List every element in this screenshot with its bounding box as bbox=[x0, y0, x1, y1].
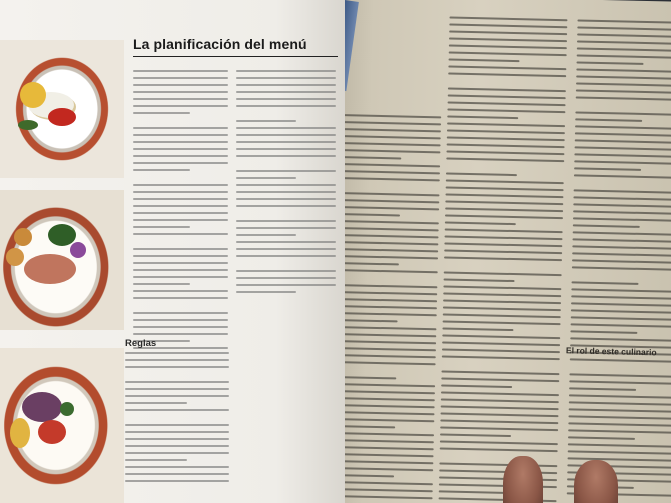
text-line bbox=[338, 333, 436, 337]
text-line bbox=[575, 132, 671, 137]
text-line bbox=[341, 234, 439, 238]
photo-plated-fruit-dessert bbox=[0, 348, 124, 503]
text-line bbox=[441, 398, 559, 403]
right-col-2 bbox=[437, 17, 567, 503]
text-line bbox=[573, 203, 671, 208]
text-line bbox=[335, 460, 433, 464]
text-line bbox=[236, 248, 336, 250]
text-line bbox=[133, 283, 190, 285]
text-line bbox=[236, 98, 336, 100]
text-line bbox=[339, 291, 437, 295]
text-line bbox=[338, 340, 436, 344]
right-heading-bottom: El rol de este culinario bbox=[565, 345, 657, 358]
text-line bbox=[440, 433, 511, 437]
right-page bbox=[326, 0, 671, 503]
text-line bbox=[440, 440, 558, 445]
text-line bbox=[236, 191, 336, 193]
text-line bbox=[236, 155, 336, 157]
text-line bbox=[342, 163, 440, 167]
text-line bbox=[133, 276, 228, 278]
text-line bbox=[446, 179, 564, 184]
text-line bbox=[575, 146, 671, 151]
text-line bbox=[574, 174, 671, 179]
text-line bbox=[343, 128, 441, 132]
text-line bbox=[569, 387, 636, 391]
text-line bbox=[133, 162, 228, 164]
text-line bbox=[236, 277, 336, 279]
text-line bbox=[571, 288, 671, 293]
text-line bbox=[338, 361, 436, 365]
text-line bbox=[572, 245, 671, 250]
text-line bbox=[236, 84, 336, 86]
text-line bbox=[574, 153, 671, 158]
text-line bbox=[133, 326, 228, 328]
text-line bbox=[574, 160, 671, 165]
text-line bbox=[342, 170, 440, 174]
text-line bbox=[342, 177, 440, 181]
text-line bbox=[133, 169, 190, 171]
text-line bbox=[577, 54, 671, 59]
right-col-1 bbox=[334, 114, 441, 503]
text-line bbox=[343, 135, 441, 139]
text-line bbox=[569, 401, 671, 406]
subheading-reglas: Reglas bbox=[125, 338, 157, 349]
text-line bbox=[571, 323, 671, 328]
text-line bbox=[133, 70, 228, 72]
text-line bbox=[442, 327, 513, 331]
text-line bbox=[125, 424, 229, 426]
text-line bbox=[448, 73, 566, 78]
page-title: La planificación del menú bbox=[133, 36, 338, 57]
finger-left bbox=[503, 456, 543, 503]
text-line bbox=[125, 466, 229, 468]
text-line bbox=[133, 105, 228, 107]
text-line bbox=[338, 326, 436, 330]
text-line bbox=[341, 227, 439, 231]
text-line bbox=[449, 31, 567, 36]
text-line bbox=[447, 109, 565, 114]
text-line bbox=[133, 77, 228, 79]
text-line bbox=[577, 19, 671, 24]
text-line bbox=[572, 252, 671, 257]
text-line bbox=[133, 98, 228, 100]
text-line bbox=[443, 313, 561, 318]
text-line bbox=[341, 206, 439, 210]
text-line bbox=[339, 298, 437, 302]
text-line bbox=[571, 309, 671, 314]
text-line bbox=[236, 170, 336, 172]
text-line bbox=[133, 84, 228, 86]
text-line bbox=[336, 432, 434, 436]
text-line bbox=[236, 291, 296, 293]
text-line bbox=[443, 292, 561, 297]
text-line bbox=[568, 429, 671, 434]
text-line bbox=[445, 228, 563, 233]
text-line bbox=[568, 443, 671, 448]
text-line bbox=[448, 95, 566, 100]
text-line bbox=[133, 219, 228, 221]
text-line bbox=[573, 196, 671, 201]
text-line bbox=[577, 33, 671, 38]
text-line bbox=[125, 473, 229, 475]
text-line bbox=[339, 312, 437, 316]
text-line bbox=[445, 200, 563, 205]
text-line bbox=[443, 320, 561, 325]
text-line bbox=[335, 495, 433, 499]
text-line bbox=[342, 149, 440, 153]
photo-plated-fish-dish bbox=[0, 40, 124, 178]
text-line bbox=[573, 231, 671, 236]
text-line bbox=[236, 77, 336, 79]
text-line bbox=[571, 316, 671, 321]
text-line bbox=[449, 45, 567, 50]
text-line bbox=[577, 26, 671, 31]
finger-right bbox=[574, 460, 618, 503]
text-line bbox=[236, 270, 336, 272]
text-line bbox=[340, 262, 399, 265]
text-line bbox=[444, 256, 562, 261]
text-line bbox=[341, 220, 439, 224]
text-line bbox=[337, 383, 435, 387]
text-line bbox=[336, 453, 434, 457]
text-line bbox=[443, 285, 561, 290]
text-line bbox=[446, 151, 564, 156]
text-line bbox=[449, 24, 567, 29]
text-line bbox=[576, 68, 671, 73]
text-line bbox=[125, 395, 229, 397]
text-line bbox=[125, 402, 187, 404]
text-line bbox=[568, 457, 671, 462]
text-line bbox=[133, 233, 228, 235]
text-line bbox=[447, 123, 565, 128]
text-line bbox=[445, 235, 563, 240]
text-line bbox=[447, 116, 518, 120]
text-line bbox=[576, 61, 643, 65]
text-line bbox=[444, 278, 515, 282]
text-line bbox=[133, 191, 228, 193]
text-line bbox=[337, 390, 435, 394]
text-line bbox=[125, 438, 229, 440]
text-line bbox=[441, 384, 512, 388]
text-line bbox=[573, 210, 671, 215]
text-line bbox=[571, 302, 671, 307]
text-line bbox=[443, 306, 561, 311]
text-line bbox=[444, 242, 562, 247]
text-line bbox=[338, 354, 436, 358]
text-line bbox=[575, 118, 642, 122]
text-line bbox=[133, 255, 228, 257]
text-line bbox=[125, 381, 229, 383]
text-line bbox=[575, 139, 671, 144]
text-line bbox=[343, 114, 441, 118]
text-line bbox=[336, 439, 434, 443]
text-line bbox=[133, 184, 228, 186]
text-line bbox=[133, 212, 228, 214]
text-line bbox=[445, 214, 563, 219]
text-line bbox=[339, 305, 437, 309]
text-line bbox=[574, 167, 641, 171]
text-line bbox=[133, 333, 228, 335]
text-line bbox=[236, 198, 336, 200]
text-line bbox=[125, 359, 229, 361]
text-line bbox=[449, 52, 567, 57]
text-line bbox=[569, 394, 671, 399]
text-line bbox=[577, 40, 671, 45]
text-line bbox=[335, 481, 433, 485]
text-line bbox=[236, 284, 336, 286]
text-line bbox=[125, 431, 229, 433]
text-line bbox=[133, 312, 228, 314]
left-col-1-bottom bbox=[125, 352, 229, 487]
text-line bbox=[133, 269, 228, 271]
left-col-2 bbox=[236, 70, 336, 298]
text-line bbox=[440, 412, 558, 417]
text-line bbox=[441, 377, 559, 382]
text-line bbox=[568, 422, 671, 427]
text-line bbox=[125, 388, 229, 390]
text-line bbox=[340, 255, 438, 259]
text-line bbox=[336, 411, 434, 415]
text-line bbox=[125, 459, 187, 461]
text-line bbox=[573, 224, 640, 228]
text-line bbox=[570, 358, 671, 363]
text-line bbox=[133, 127, 228, 129]
text-line bbox=[440, 426, 558, 431]
text-line bbox=[340, 269, 438, 273]
text-line bbox=[133, 290, 228, 292]
text-line bbox=[446, 172, 517, 176]
text-line bbox=[573, 217, 671, 222]
text-line bbox=[577, 47, 671, 52]
text-line bbox=[447, 144, 565, 149]
text-line bbox=[133, 134, 228, 136]
text-line bbox=[449, 17, 567, 22]
text-line bbox=[445, 207, 563, 212]
text-line bbox=[442, 334, 560, 339]
text-line bbox=[572, 266, 671, 271]
right-col-3 bbox=[567, 19, 671, 501]
text-line bbox=[576, 82, 671, 87]
text-line bbox=[236, 91, 336, 93]
text-line bbox=[125, 445, 229, 447]
text-line bbox=[133, 226, 190, 228]
text-line bbox=[575, 125, 671, 130]
text-line bbox=[236, 127, 336, 129]
text-line bbox=[125, 352, 229, 354]
text-line bbox=[568, 450, 671, 455]
text-line bbox=[236, 255, 336, 257]
text-line bbox=[571, 295, 671, 300]
text-line bbox=[338, 347, 436, 351]
text-line bbox=[236, 141, 336, 143]
text-line bbox=[236, 184, 336, 186]
text-line bbox=[133, 248, 228, 250]
text-line bbox=[441, 405, 559, 410]
text-line bbox=[341, 199, 439, 203]
text-line bbox=[342, 156, 401, 159]
text-line bbox=[339, 319, 398, 322]
text-line bbox=[236, 134, 336, 136]
text-line bbox=[447, 137, 565, 142]
text-line bbox=[236, 241, 336, 243]
text-line bbox=[570, 330, 637, 334]
text-line bbox=[443, 299, 561, 304]
text-line bbox=[449, 38, 567, 43]
text-line bbox=[572, 259, 671, 264]
text-line bbox=[133, 141, 228, 143]
text-line bbox=[445, 221, 516, 225]
text-line bbox=[441, 391, 559, 396]
text-line bbox=[446, 157, 564, 162]
text-line bbox=[236, 105, 336, 107]
text-line bbox=[236, 205, 336, 207]
photo-plated-meat-dish bbox=[0, 190, 124, 330]
text-line bbox=[125, 452, 229, 454]
text-line bbox=[337, 397, 435, 401]
text-line bbox=[133, 155, 228, 157]
left-col-1 bbox=[133, 70, 228, 354]
text-line bbox=[336, 418, 434, 422]
text-line bbox=[440, 419, 558, 424]
text-line bbox=[337, 376, 396, 379]
text-line bbox=[571, 281, 638, 285]
text-line bbox=[340, 248, 438, 252]
text-line bbox=[236, 70, 336, 72]
text-line bbox=[442, 348, 560, 353]
text-line bbox=[133, 297, 228, 299]
text-line bbox=[125, 366, 229, 368]
text-line bbox=[236, 177, 296, 179]
text-line bbox=[343, 142, 441, 146]
text-line bbox=[236, 148, 336, 150]
text-line bbox=[133, 198, 228, 200]
text-line bbox=[440, 447, 558, 452]
text-line bbox=[439, 490, 510, 494]
text-line bbox=[568, 436, 635, 440]
text-line bbox=[576, 89, 671, 94]
text-line bbox=[335, 488, 433, 492]
text-line bbox=[449, 59, 520, 63]
text-line bbox=[444, 249, 562, 254]
text-line bbox=[442, 355, 560, 360]
text-line bbox=[569, 380, 671, 385]
text-line bbox=[236, 227, 336, 229]
text-line bbox=[133, 148, 228, 150]
text-line bbox=[133, 319, 228, 321]
text-line bbox=[337, 404, 435, 408]
text-line bbox=[442, 341, 560, 346]
text-line bbox=[446, 186, 564, 191]
text-line bbox=[341, 213, 400, 216]
text-line bbox=[236, 220, 336, 222]
text-line bbox=[336, 446, 434, 450]
text-line bbox=[569, 408, 671, 413]
text-line bbox=[572, 238, 671, 243]
text-line bbox=[448, 102, 566, 107]
text-line bbox=[335, 467, 433, 471]
text-line bbox=[236, 120, 296, 122]
text-line bbox=[568, 415, 671, 420]
text-line bbox=[445, 193, 563, 198]
text-line bbox=[236, 234, 296, 236]
text-line bbox=[448, 66, 566, 71]
text-line bbox=[343, 121, 441, 125]
text-line bbox=[340, 241, 438, 245]
text-line bbox=[576, 75, 671, 80]
text-line bbox=[133, 262, 228, 264]
text-line bbox=[133, 91, 228, 93]
text-line bbox=[125, 480, 229, 482]
text-line bbox=[576, 96, 671, 101]
text-line bbox=[570, 337, 671, 342]
text-line bbox=[133, 112, 190, 114]
text-line bbox=[125, 409, 229, 411]
text-line bbox=[447, 130, 565, 135]
text-line bbox=[133, 205, 228, 207]
